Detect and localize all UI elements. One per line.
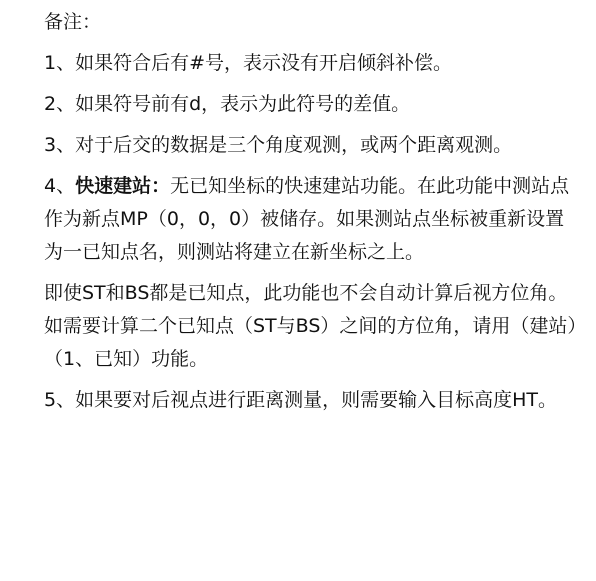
note-item-4-number: 4、 [44, 175, 76, 197]
note-item-5: 5、如果要对后视点进行距离测量，则需要输入目标高度HT。 [44, 389, 557, 411]
quick-setup-heading: 快速建站： [75, 175, 171, 197]
note-item-4 [44, 170, 582, 269]
note-item-2: 2、如果符号前有d，表示为此符号的差值。 [44, 93, 411, 115]
note-item-1: 1、如果符合后有#号，表示没有开启倾斜补偿。 [44, 52, 453, 74]
notes-title: 备注： [44, 11, 102, 33]
note-extra-paragraph: 即使ST和BS都是已知点，此功能也不会自动计算后视方位角。如需要计算二个已知点（ST与BS）之间的方位角，请用（建站）（1、已知）功能。 [44, 282, 577, 370]
note-item-4-text: 无已知坐标的快速建站功能。在此功能中测站点作为新点MP（0，0，0）被储存。如果测站点坐标被重新设置为一已知点名，则测站将建立在新坐标之上。 [44, 175, 570, 263]
note-item-3: 3、对于后交的数据是三个角度观测，或两个距离观测。 [44, 134, 513, 156]
